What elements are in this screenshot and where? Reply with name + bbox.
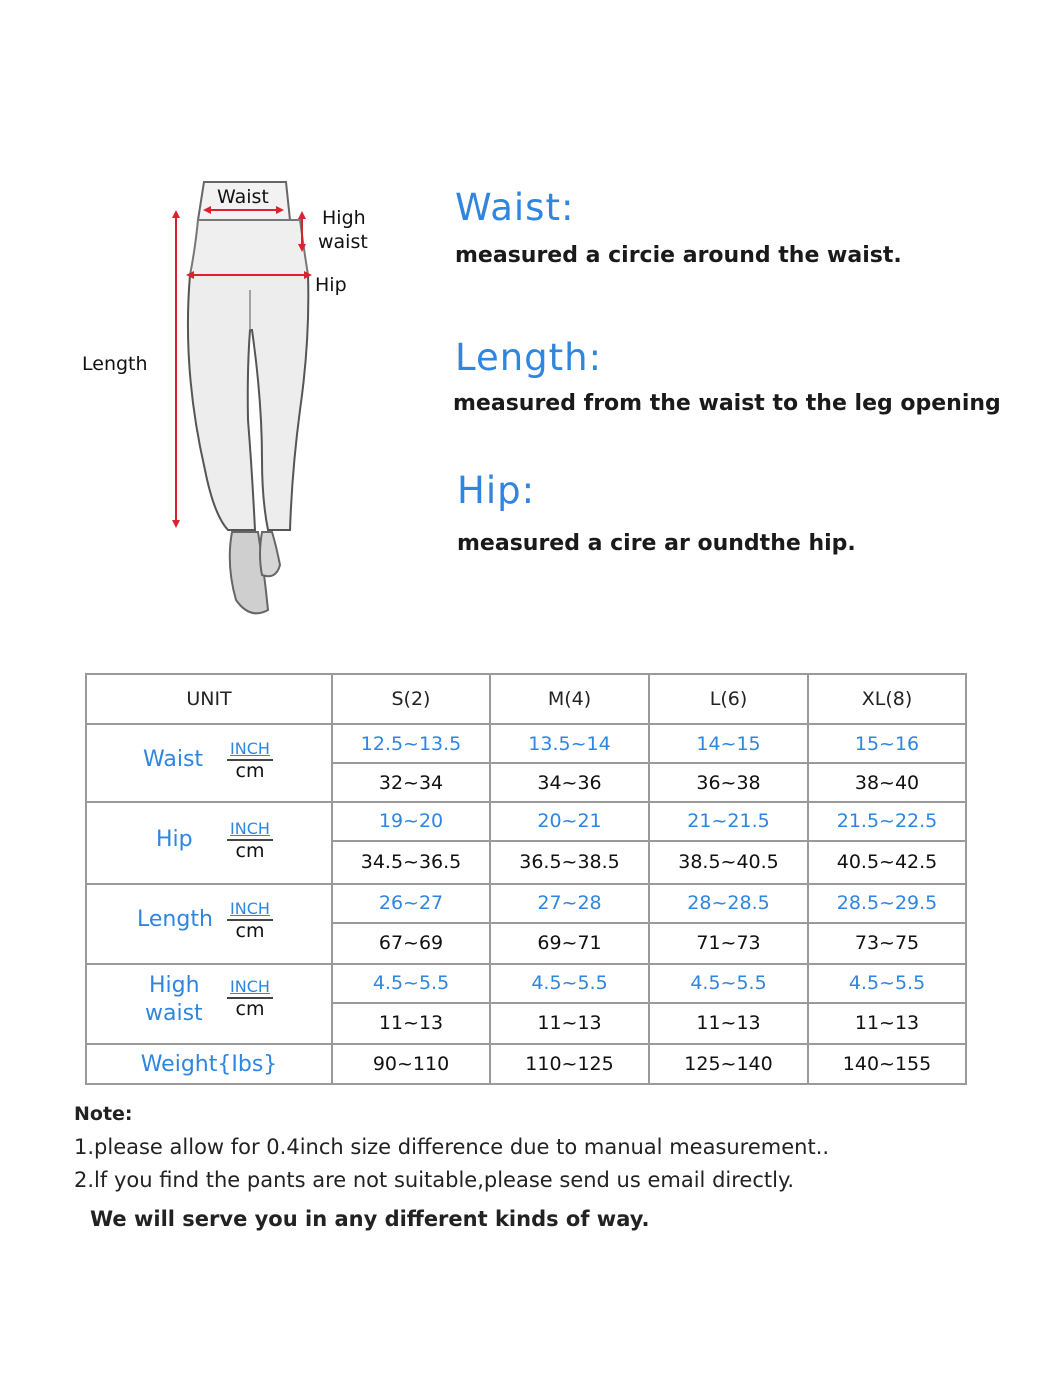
table-row <box>86 802 966 841</box>
cell-cm: 36~38 <box>649 763 808 802</box>
cell-inch: 26~27 <box>332 884 490 923</box>
table-header-row <box>86 674 966 724</box>
unit-inch: INCH <box>227 899 273 921</box>
unit-inch: INCH <box>227 977 273 999</box>
label-high: High <box>322 207 366 229</box>
header-size-l: L(6) <box>649 674 808 724</box>
notes-section <box>74 1098 829 1236</box>
unit-cm: cm <box>235 998 265 1020</box>
waist-description: measured a circie around the waist. <box>455 243 902 268</box>
cell-inch: 15~16 <box>808 724 966 763</box>
row-name: Hip <box>156 827 193 852</box>
cell-inch: 14~15 <box>649 724 808 763</box>
cell-inch: 4.5~5.5 <box>332 964 490 1003</box>
cell-inch: 4.5~5.5 <box>649 964 808 1003</box>
cell-cm: 69~71 <box>490 923 649 964</box>
cell-cm: 40.5~42.5 <box>808 841 966 884</box>
cell-cm: 38.5~40.5 <box>649 841 808 884</box>
cell-inch: 13.5~14 <box>490 724 649 763</box>
unit-cm: cm <box>235 760 265 782</box>
leggings-illustration <box>0 170 420 640</box>
note-line-1: 1.please allow for 0.4inch size difference due to manual measurement.. <box>74 1135 830 1159</box>
label-waist: Waist <box>217 186 269 208</box>
cell-cm: 36.5~38.5 <box>490 841 649 884</box>
header-size-m: M(4) <box>490 674 649 724</box>
cell-cm: 11~13 <box>649 1003 808 1044</box>
cell-weight: 90~110 <box>332 1044 490 1084</box>
unit-inch: INCH <box>227 819 273 841</box>
row-label-hip <box>86 802 332 884</box>
cell-inch: 20~21 <box>490 802 649 841</box>
cell-inch: 27~28 <box>490 884 649 923</box>
table-row <box>86 884 966 923</box>
cell-weight: 110~125 <box>490 1044 649 1084</box>
row-name-line2: waist <box>145 1001 203 1026</box>
table-row <box>86 964 966 1003</box>
cell-cm: 11~13 <box>332 1003 490 1044</box>
cell-inch: 28.5~29.5 <box>808 884 966 923</box>
length-title: Length: <box>455 336 603 379</box>
header-unit: UNIT <box>86 674 332 724</box>
cell-cm: 71~73 <box>649 923 808 964</box>
cell-inch: 28~28.5 <box>649 884 808 923</box>
table-row-weight <box>86 1044 966 1084</box>
row-label-waist <box>86 724 332 802</box>
cell-cm: 34.5~36.5 <box>332 841 490 884</box>
length-description: measured from the waist to the leg opening <box>453 391 1001 416</box>
note-line-2: 2.lf you find the pants are not suitable,please send us email directly. <box>74 1168 795 1192</box>
unit-fraction <box>227 899 273 941</box>
note-line-3: We will serve you in any different kinds of way. <box>90 1207 650 1231</box>
header-size-xl: XL(8) <box>808 674 966 724</box>
cell-weight: 125~140 <box>649 1044 808 1084</box>
cell-cm: 67~69 <box>332 923 490 964</box>
cell-cm: 11~13 <box>808 1003 966 1044</box>
hip-title: Hip: <box>457 469 536 512</box>
notes-title: Note: <box>74 1103 133 1125</box>
hip-description: measured a cire ar oundthe hip. <box>457 531 856 556</box>
cell-inch: 4.5~5.5 <box>808 964 966 1003</box>
unit-fraction <box>227 819 273 861</box>
row-label-length <box>86 884 332 964</box>
label-waist-2: waist <box>318 231 368 253</box>
row-name: Waist <box>143 747 204 772</box>
label-length: Length <box>82 353 148 375</box>
cell-inch: 19~20 <box>332 802 490 841</box>
row-name-line1: High <box>149 973 200 998</box>
cell-cm: 32~34 <box>332 763 490 802</box>
unit-cm: cm <box>235 920 265 942</box>
unit-fraction <box>227 977 273 1019</box>
cell-cm: 34~36 <box>490 763 649 802</box>
cell-cm: 38~40 <box>808 763 966 802</box>
table-row <box>86 724 966 763</box>
row-label-weight: Weight{Ibs} <box>86 1044 332 1084</box>
unit-inch: INCH <box>227 739 273 761</box>
unit-cm: cm <box>235 840 265 862</box>
cell-cm: 11~13 <box>490 1003 649 1044</box>
unit-fraction <box>227 739 273 781</box>
row-name: Length <box>137 907 213 932</box>
cell-inch: 21.5~22.5 <box>808 802 966 841</box>
size-chart-table <box>85 673 967 1085</box>
cell-weight: 140~155 <box>808 1044 966 1084</box>
cell-inch: 4.5~5.5 <box>490 964 649 1003</box>
cell-cm: 73~75 <box>808 923 966 964</box>
waist-title: Waist: <box>455 186 575 229</box>
header-size-s: S(2) <box>332 674 490 724</box>
label-hip: Hip <box>315 274 347 296</box>
cell-inch: 21~21.5 <box>649 802 808 841</box>
cell-inch: 12.5~13.5 <box>332 724 490 763</box>
row-label-high-waist <box>86 964 332 1044</box>
